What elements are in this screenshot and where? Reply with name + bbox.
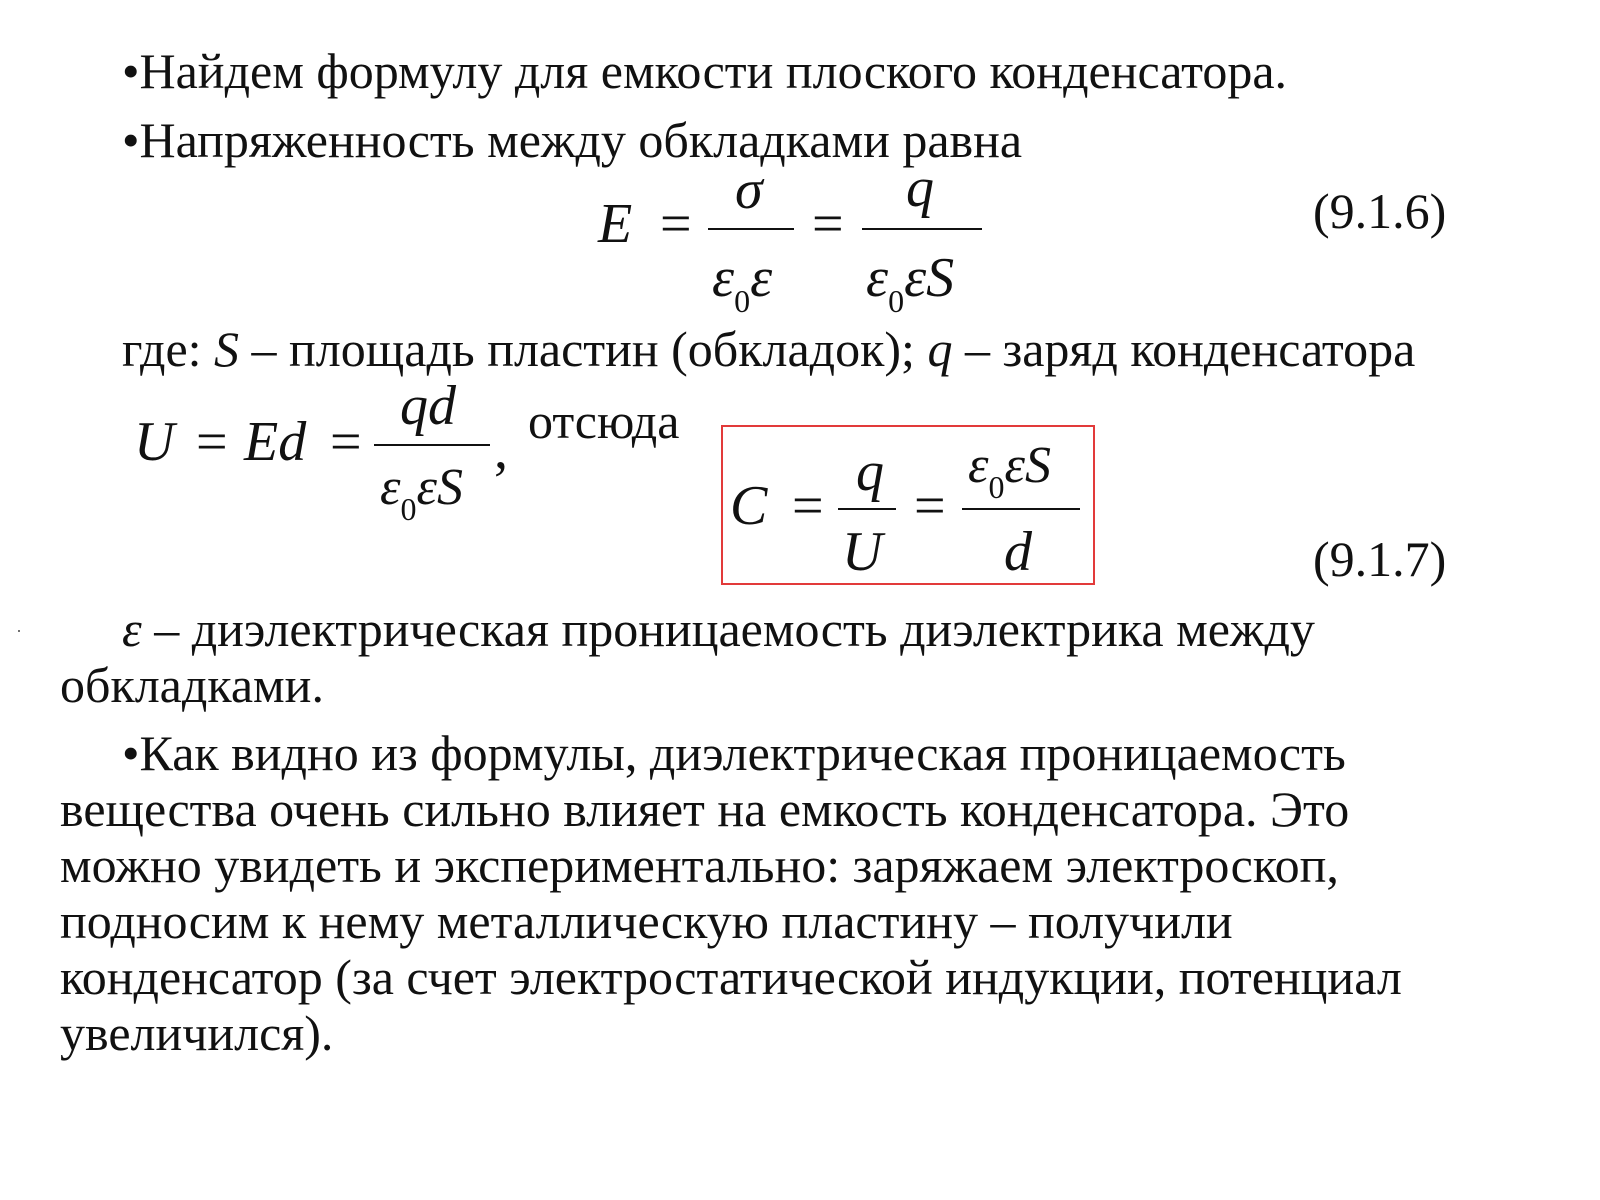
- otsyuda-text: отсюда: [528, 393, 680, 449]
- eq3-equals-2: =: [914, 475, 946, 537]
- eq3-equals-1: =: [792, 475, 824, 537]
- eq1-den2: $\varepsilon_0\varepsilon S$: [866, 247, 955, 319]
- eq3-den2: d: [1004, 521, 1032, 583]
- eq2-fraction-bar: [374, 444, 490, 446]
- paragraph-line-2: вещества очень сильно влияет на емкость конденсатора. Это: [60, 781, 1350, 837]
- bullet-line-capacitance-formula: •Найдем формулу для емкости плоского конденсатора.: [122, 43, 1288, 99]
- eq1-fraction-bar-1: [708, 228, 794, 230]
- eq1-den1: $\varepsilon_0\varepsilon$: [712, 247, 773, 319]
- eq1-number: (9.1.6): [1313, 183, 1447, 239]
- eq2-equals-1: =: [196, 411, 228, 473]
- where-line: где: S – площадь пластин (обкладок); q – заряд конденсатора: [122, 321, 1416, 377]
- bullet-line-field-strength: •Напряженность между обкладками равна: [122, 112, 1023, 168]
- paragraph-line-1: •Как видно из формулы, диэлектрическая проницаемость: [122, 725, 1346, 781]
- eq3-den1: U: [842, 521, 883, 583]
- eq1-num2: q: [906, 157, 934, 219]
- eq2-equals-2: =: [330, 411, 362, 473]
- eq1-fraction-bar-2: [862, 228, 982, 230]
- eq3-fraction-bar-1: [838, 508, 896, 510]
- paragraph-line-4: подносим к нему металлическую пластину – получили: [60, 893, 1233, 949]
- eq1-num1: σ: [735, 159, 763, 221]
- eq1-lhs: E: [598, 193, 633, 255]
- eq1-equals-2: =: [812, 193, 844, 255]
- eq1-equals-1: =: [660, 193, 692, 255]
- paragraph-line-6: увеличился).: [60, 1005, 334, 1061]
- eq3-lhs: C: [730, 475, 768, 537]
- eq2-mid: Ed: [244, 411, 307, 473]
- stray-dot: [18, 630, 20, 632]
- eq3-num2: $\varepsilon_0\varepsilon S$: [968, 437, 1051, 505]
- eq2-den: $\varepsilon_0\varepsilon S$: [380, 459, 463, 527]
- eq3-fraction-bar-2: [962, 508, 1080, 510]
- epsilon-desc-line1: ε – диэлектрическая проницаемость диэлектрика между: [122, 601, 1315, 657]
- epsilon-desc-line2: обкладками.: [60, 657, 324, 713]
- eq2-num: qd: [400, 375, 456, 437]
- eq3-num1: q: [856, 441, 884, 503]
- eq3-number: (9.1.7): [1313, 531, 1447, 587]
- eq2-lhs: U: [134, 411, 175, 473]
- paragraph-line-3: можно увидеть и экспериментально: заряжаем электроскоп,: [60, 837, 1339, 893]
- eq2-comma: ,: [494, 419, 508, 481]
- paragraph-line-5: конденсатор (за счет электростатической индукции, потенциал: [60, 949, 1402, 1005]
